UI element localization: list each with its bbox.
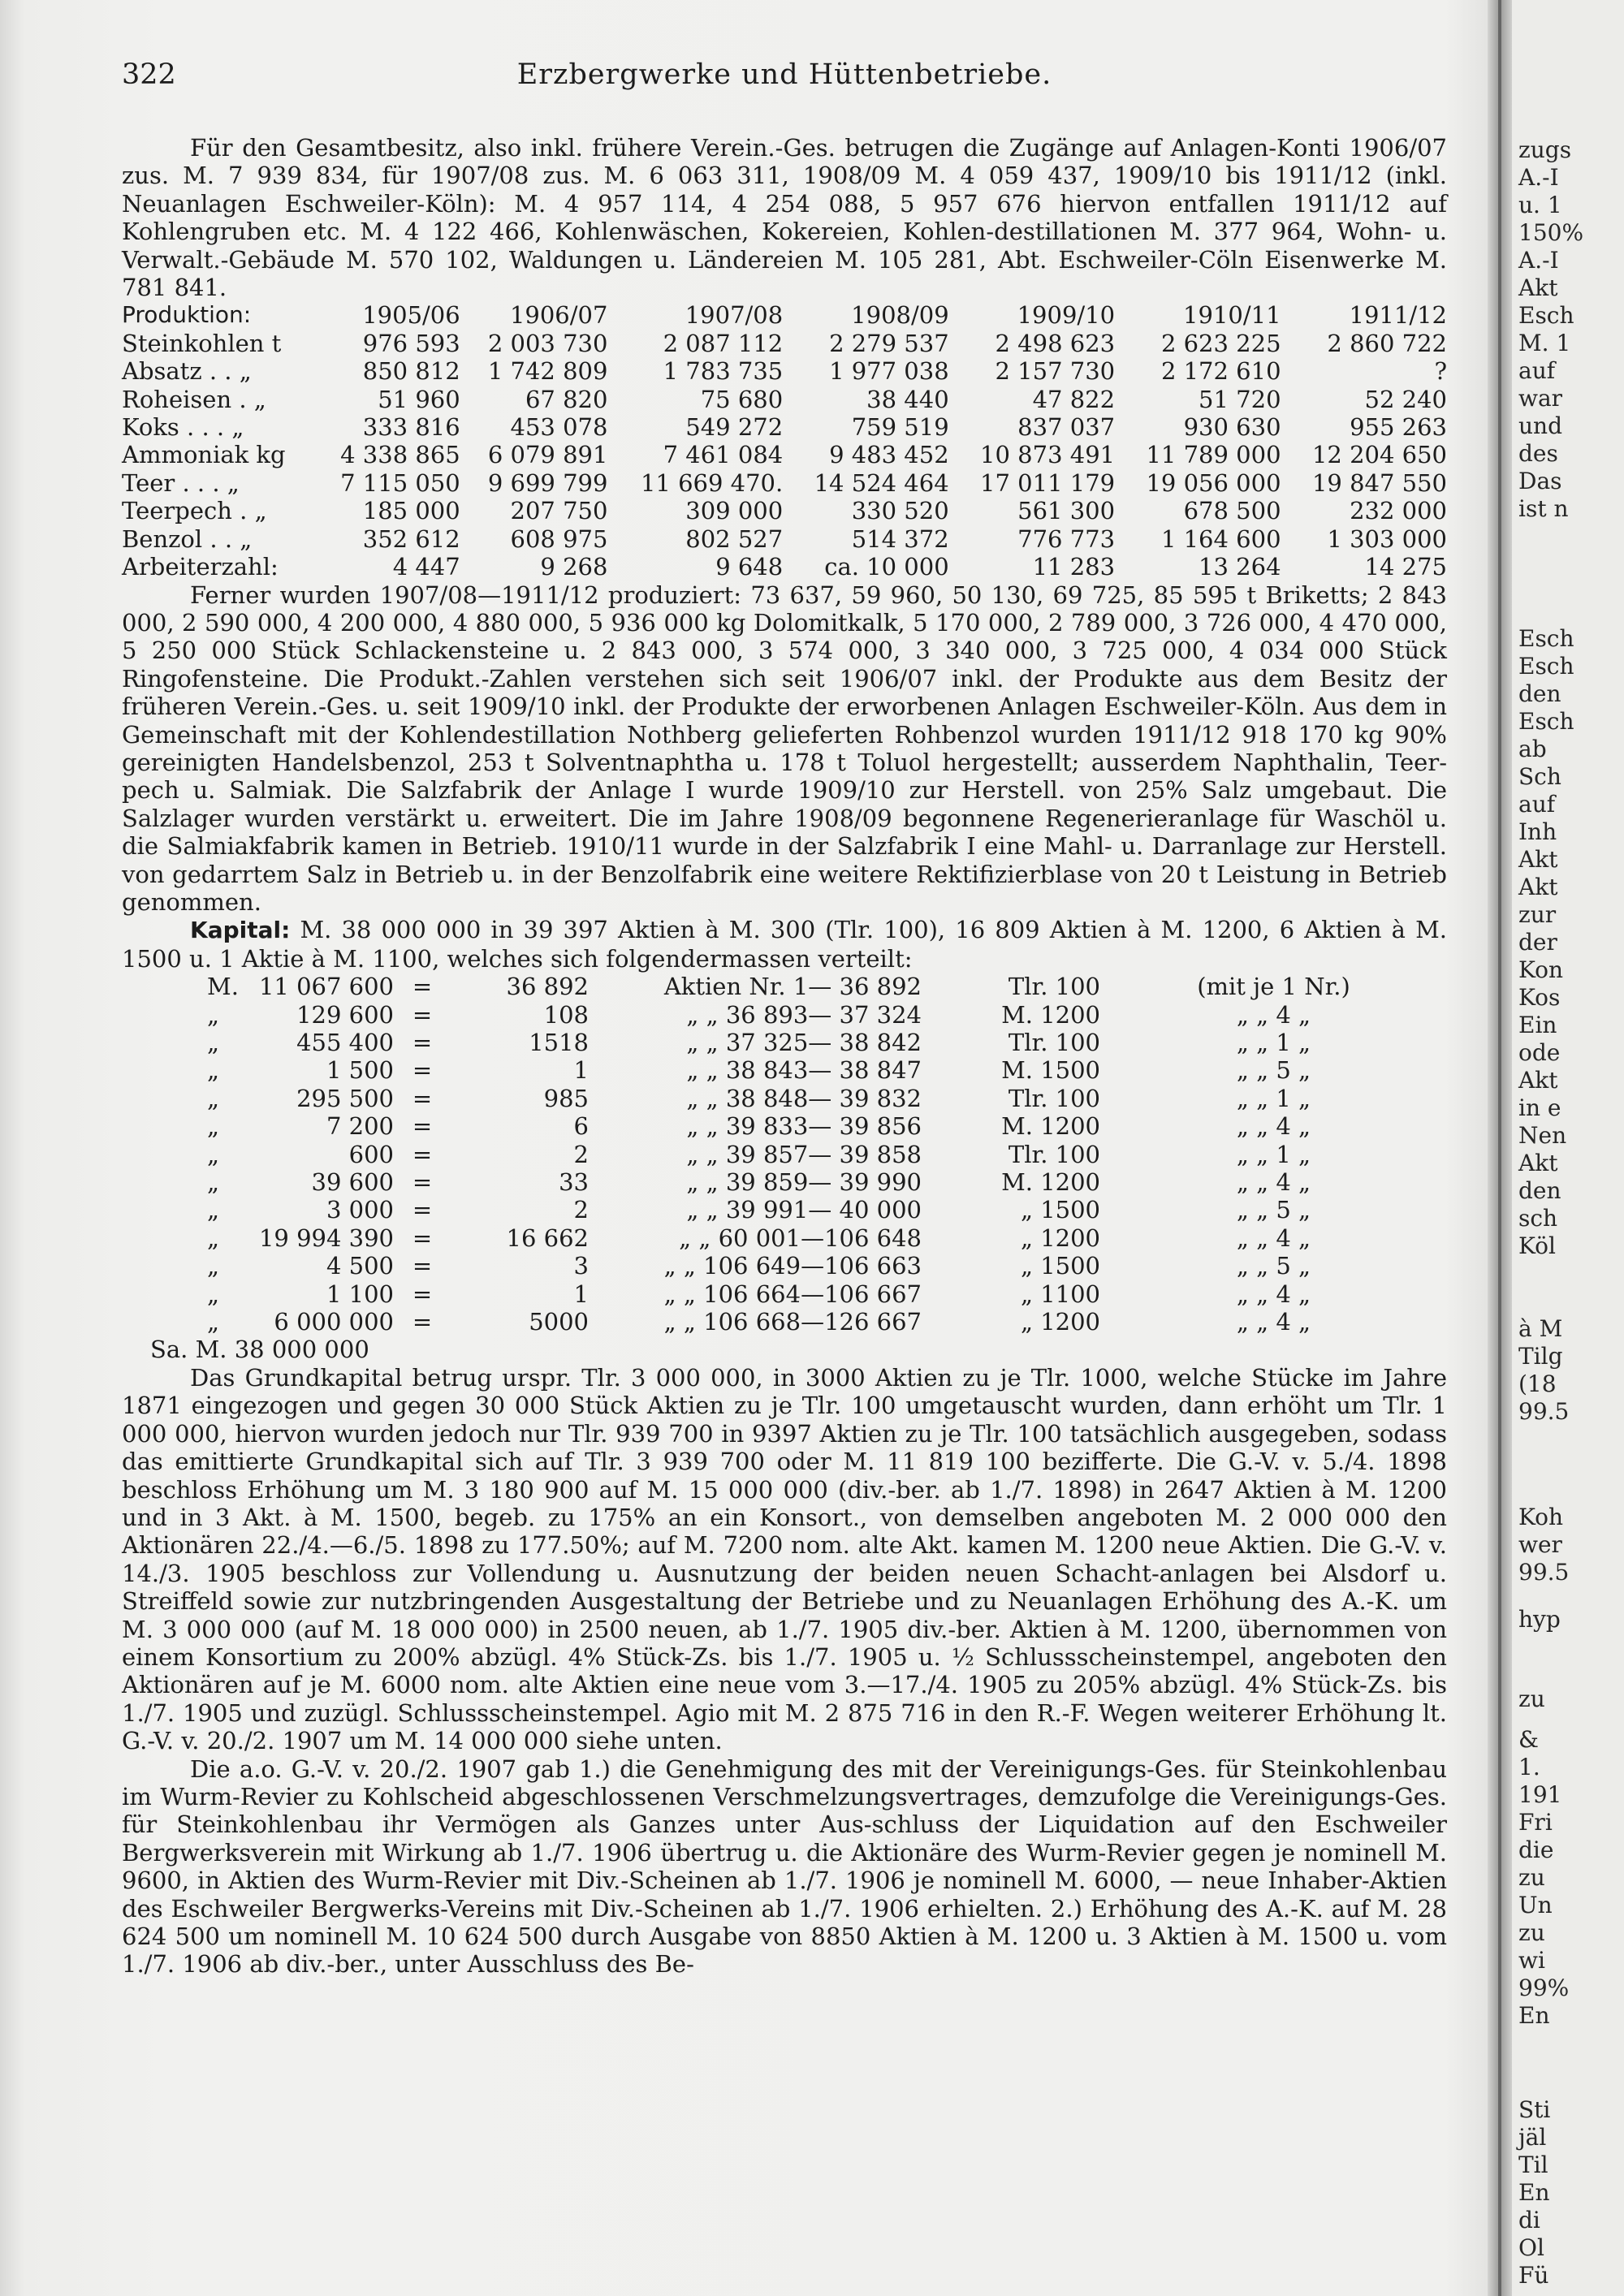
paragraph-merger: Die a.o. G.-V. v. 20./2. 1907 gab 1.) die Genehmigung des mit der Vereinigungs-Ges. für Steinkohlenbau im Wurm-Revier zu Kohlscheid abgeschlossenen Verschmelzungsvertrages, demzufolge die Vereinigungs-Ges. für Steinkohlenbau ihr Vermögen als Ganzes unter Aus-schluss der Liquidation auf den Eschweiler Bergwerksverein mit Wirkung ab 1./7. 1906 übertrug u. die Aktionäre des Wurm-Revier gegen je nominell M. 9600, in Aktien des Wurm-Revier mit Div.-Scheinen ab 1./7. 1906 je nominell M. 6000, — neue Inhaber-Aktien des Eschweiler Bergwerks-Vereins mit Div.-Scheinen ab 1./7. 1906 erhielten. 2.) Erhöhung des A.-K. auf M. 28 624 500 um nominell M. 10 624 500 durch Ausgabe von 8850 Aktien à M. 1200 u. 3 Aktien à M. 1500 u. vom 1./7. 1906 ab div.-ber., unter Ausschluss des Be- xyxy=(122,1754,1447,1979)
production-value: 1 977 038 xyxy=(829,357,949,386)
adjacent-page-fragment: Tilg xyxy=(1518,1343,1563,1370)
capital-denomination: „ 1200 xyxy=(1020,1308,1100,1336)
capital-denomination: „ 1500 xyxy=(1020,1252,1100,1280)
adjacent-page-fragment: die xyxy=(1518,1836,1554,1863)
capital-amount: 39 600 xyxy=(311,1168,394,1197)
capital-denomination: „ 1100 xyxy=(1020,1280,1100,1308)
adjacent-page-fragment: wi xyxy=(1518,1947,1545,1974)
equals-sign: = xyxy=(412,1029,433,1056)
production-row-label: Teerpech . „ xyxy=(122,497,267,525)
production-value: 333 816 xyxy=(362,413,460,442)
adjacent-page-fragment: Nen xyxy=(1518,1122,1567,1149)
capital-share-count: 985 xyxy=(543,1084,589,1112)
year-header: 1909/10 xyxy=(1017,301,1116,330)
equals-sign: = xyxy=(412,1308,433,1336)
year-header: 1905/06 xyxy=(362,301,460,330)
adjacent-page-fragment: à M xyxy=(1518,1315,1563,1342)
capital-number-range: „ „ 60 001—106 648 xyxy=(679,1224,922,1252)
capital-share-count: 1 xyxy=(573,1056,589,1085)
adjacent-page-fragment: Ein xyxy=(1518,1012,1557,1038)
adjacent-page-fragment: Akt xyxy=(1518,1150,1558,1176)
production-heading: Produktion: xyxy=(122,301,252,329)
adjacent-page-fragment: 99.5 xyxy=(1518,1559,1570,1586)
capital-prefix: „ xyxy=(207,1196,220,1224)
adjacent-page-fragment: 191 xyxy=(1518,1781,1562,1808)
capital-share-count: 6 xyxy=(573,1112,589,1141)
adjacent-page-fragment: di xyxy=(1518,2207,1540,2233)
production-value: 12 204 650 xyxy=(1311,441,1447,469)
production-row xyxy=(122,357,1447,385)
production-row xyxy=(122,553,1447,580)
production-row-label: Koks . . . „ xyxy=(122,413,244,442)
adjacent-page-fragment: A.-I xyxy=(1518,164,1559,191)
production-value: 2 623 225 xyxy=(1160,329,1281,357)
capital-row xyxy=(207,1280,1447,1308)
adjacent-page-fragment: zu xyxy=(1518,1685,1545,1712)
production-value: 9 483 452 xyxy=(829,441,949,469)
capital-prefix: „ xyxy=(207,1029,220,1056)
adjacent-page-fragment: ist n xyxy=(1518,495,1569,522)
production-row xyxy=(122,525,1447,553)
production-value: 51 960 xyxy=(378,385,460,413)
capital-row xyxy=(207,1168,1447,1196)
production-value: 759 519 xyxy=(851,413,949,442)
capital-denomination: M. 1200 xyxy=(1001,1168,1100,1197)
production-value: 549 272 xyxy=(685,413,784,442)
adjacent-page-fragment: Til xyxy=(1518,2151,1548,2178)
adjacent-page-fragment: Kos xyxy=(1518,984,1561,1011)
capital-number-range: „ „ 39 857— 39 858 xyxy=(686,1140,922,1168)
capital-number-range: „ „ 39 991— 40 000 xyxy=(686,1196,922,1224)
capital-denomination: M. 1200 xyxy=(1001,1000,1100,1029)
capital-amount: 3 000 xyxy=(326,1196,394,1224)
adjacent-page-fragment: hyp xyxy=(1518,1606,1561,1633)
capital-denomination: M. 1200 xyxy=(1001,1112,1100,1141)
year-header: 1911/12 xyxy=(1349,301,1447,330)
year-header: 1906/07 xyxy=(509,301,608,330)
adjacent-page-fragment: M. 1 xyxy=(1518,330,1571,356)
production-value: 1 303 000 xyxy=(1327,524,1447,553)
production-value: 2 157 730 xyxy=(995,357,1116,386)
adjacent-page-fragment: Esch xyxy=(1518,302,1574,329)
adjacent-page-fragment: Kon xyxy=(1518,956,1564,983)
capital-prefix: M. xyxy=(207,973,239,1001)
production-value: 4 447 xyxy=(392,553,460,581)
production-value: 52 240 xyxy=(1364,385,1447,413)
main-column xyxy=(122,134,1447,1979)
production-value: 1 783 735 xyxy=(663,357,784,386)
adjacent-page-fragment: Akt xyxy=(1518,1067,1558,1094)
production-value: 2 172 610 xyxy=(1160,357,1281,386)
production-value: 2 003 730 xyxy=(487,329,608,357)
capital-denomination: Tlr. 100 xyxy=(1008,1084,1100,1112)
production-value: 955 263 xyxy=(1350,413,1447,442)
production-value: 232 000 xyxy=(1350,497,1447,525)
adjacent-page-fragment: Inh xyxy=(1518,818,1557,845)
adjacent-page-fragment: und xyxy=(1518,412,1562,439)
production-value: 6 079 891 xyxy=(487,441,608,469)
capital-share-count: 1 xyxy=(573,1280,589,1308)
adjacent-page-fragment: Akt xyxy=(1518,846,1558,873)
adjacent-page-fragment: 99.5 xyxy=(1518,1398,1570,1425)
production-value: 185 000 xyxy=(362,497,460,525)
capital-prefix: „ xyxy=(207,1308,220,1336)
equals-sign: = xyxy=(412,1280,433,1308)
production-row xyxy=(122,469,1447,497)
capital-amount: 7 200 xyxy=(326,1112,394,1141)
adjacent-page-fragment: Fü xyxy=(1518,2262,1549,2289)
production-value: 11 283 xyxy=(1032,553,1116,581)
production-value: 802 527 xyxy=(685,524,784,553)
production-value: 51 720 xyxy=(1199,385,1281,413)
capital-share-count: 36 892 xyxy=(506,973,589,1001)
capital-amount: 600 xyxy=(348,1140,394,1168)
adjacent-page-fragment: (18 xyxy=(1518,1370,1557,1397)
production-value: 678 500 xyxy=(1183,497,1281,525)
capital-row xyxy=(207,1029,1447,1056)
production-value: 453 078 xyxy=(510,413,608,442)
capital-table xyxy=(207,973,1447,1336)
capital-denomination: M. 1500 xyxy=(1001,1056,1100,1085)
production-value: 1 164 600 xyxy=(1160,524,1281,553)
production-row xyxy=(122,497,1447,524)
capital-amount: 4 500 xyxy=(326,1252,394,1280)
adjacent-page-fragment: En xyxy=(1518,2002,1550,2029)
capital-per-share: „ „ 5 „ xyxy=(1236,1252,1311,1280)
production-value: ? xyxy=(1434,357,1447,386)
production-value: 1 742 809 xyxy=(487,357,608,386)
production-value: 850 812 xyxy=(362,357,460,386)
capital-number-range: „ „ 37 325— 38 842 xyxy=(686,1029,922,1056)
production-value: 2 860 722 xyxy=(1327,329,1447,357)
capital-per-share: „ „ 1 „ xyxy=(1236,1029,1311,1056)
adjacent-page-fragment: zu xyxy=(1518,1864,1545,1891)
equals-sign: = xyxy=(412,973,433,1001)
capital-total: Sa. M. 38 000 000 xyxy=(150,1336,369,1364)
adjacent-page-fragment: ode xyxy=(1518,1039,1561,1066)
capital-denomination: Tlr. 100 xyxy=(1008,1029,1100,1056)
capital-prefix: „ xyxy=(207,1280,220,1308)
adjacent-page-fragment: den xyxy=(1518,680,1561,707)
adjacent-page-fragment: auf xyxy=(1518,357,1556,384)
production-value: 2 498 623 xyxy=(995,329,1116,357)
paragraph-capital-history: Das Grundkapital betrug urspr. Tlr. 3 000 000, in 3000 Aktien zu je Tlr. 1000, welche Stücke im Jahre 1871 eingezogen und gegen 30 000 Stück Aktien zu je Tlr. 100 umgetauscht wurden, dann erhöht um Tlr. 1 000 000, hiervon wurden jedoch nur Tlr. 939 700 in 9397 Aktien zu je Tlr. 100 tatsächlich ausgegeben, sodass das emittierte Grundkapital sich auf Tlr. 3 939 700 oder M. 11 819 100 bezifferte. Die G.-V. v. 5./4. 1898 beschloss Erhöhung um M. 3 180 900 auf M. 15 000 000 (div.-ber. ab 1./7. 1898) in 2647 Aktien à M. 1200 und in 3 Akt. à M. 1500, begeb. zu 175% an ein Konsort., von demselben angeboten M. 2 000 000 den Aktionären 22./4.—6./5. 1898 zu 177.50%; auf M. 7200 nom. alte Akt. kamen M. 1200 neue Aktien. Die G.-V. v. 14./3. 1905 beschloss zur Vollendung u. Ausnutzung der beiden neuen Schacht-anlagen bei Alsdorf u. Streiffeld sowie zur nutzbringenden Ausgestaltung der Betriebe und zu Neuanlagen Erhöhung des A.-K. um M. 3 000 000 (auf M. 18 000 000) in 2500 neuen, ab 1./7. 1905 div.-ber. Aktien à M. 1200, übernommen von einem Konsortium zu 200% abzügl. 4% Stück-Zs. bis 1./7. 1905 u. ½ Schlussscheinstempel, angeboten den Aktionären auf je M. 6000 nom. alte Aktien eine neue vom 3.—17./4. 1905 zu 205% abzügl. 4% Stück-Zs. bis 1./7. 1905 und zuzügl. Schlussscheinstempel. Agio mit M. 2 875 716 in den R.-F. Wegen weiterer Erhöhung lt. G.-V. v. 20./2. 1907 um M. 14 000 000 siehe unten. xyxy=(122,1363,1447,1755)
equals-sign: = xyxy=(412,1084,433,1112)
production-value: 207 750 xyxy=(510,497,608,525)
capital-row xyxy=(207,1141,1447,1168)
production-body xyxy=(122,330,1447,581)
adjacent-page-fragment: Esch xyxy=(1518,653,1574,680)
adjacent-page-fragment: Fri xyxy=(1518,1809,1553,1836)
equals-sign: = xyxy=(412,1056,433,1085)
equals-sign: = xyxy=(412,1196,433,1224)
capital-per-share: „ „ 4 „ xyxy=(1236,1224,1311,1252)
production-value: 11 789 000 xyxy=(1146,441,1281,469)
capital-share-count: 2 xyxy=(573,1196,589,1224)
equals-sign: = xyxy=(412,1000,433,1029)
production-value: 2 279 537 xyxy=(829,329,949,357)
adjacent-page-fragment: sch xyxy=(1518,1205,1558,1232)
adjacent-page-fragment: wer xyxy=(1518,1531,1562,1558)
capital-row xyxy=(207,1196,1447,1224)
production-value: 776 773 xyxy=(1017,524,1116,553)
capital-number-range: „ „ 106 668—126 667 xyxy=(663,1308,922,1336)
capital-prefix: „ xyxy=(207,1056,220,1085)
production-row-label: Roheisen . „ xyxy=(122,385,266,413)
capital-per-share: „ „ 5 „ xyxy=(1236,1056,1311,1085)
production-value: 67 820 xyxy=(525,385,608,413)
adjacent-page-fragment: auf xyxy=(1518,791,1556,818)
capital-per-share: „ „ 4 „ xyxy=(1236,1000,1311,1029)
year-header: 1910/11 xyxy=(1183,301,1281,330)
adjacent-page-fragment: war xyxy=(1518,385,1563,412)
production-value: 14 275 xyxy=(1364,553,1447,581)
capital-amount: 1 100 xyxy=(326,1280,394,1308)
adjacent-page-strip xyxy=(1512,0,1624,2296)
capital-row xyxy=(207,1308,1447,1336)
capital-prefix: „ xyxy=(207,1112,220,1141)
capital-number-range: „ „ 39 859— 39 990 xyxy=(686,1168,922,1197)
capital-share-count: 3 xyxy=(573,1252,589,1280)
capital-row xyxy=(207,1252,1447,1280)
production-value: 2 087 112 xyxy=(663,329,784,357)
paragraph-investments: Für den Gesamtbesitz, also inkl. frühere Verein.-Ges. betrugen die Zugänge auf Anlagen-Konti 1906/07 zus. M. 7 939 834, für 1907/08 zus. M. 6 063 311, 1908/09 M. 4 059 437, 1909/10 bis 1911/12 (inkl. Neuanlagen Eschweiler-Köln): M. 4 957 114, 4 254 088, 5 957 676 hiervon entfallen 1911/12 auf Kohlengruben etc. M. 4 122 466, Kohlenwäschen, Kokereien, Kohlen-destillationen M. 377 964, Wohn- u. Verwalt.-Gebäude M. 570 102, Waldungen u. Ländereien M. 105 281, Abt. Eschweiler-Cöln Eisenwerke M. 781 841. xyxy=(122,134,1447,302)
capital-per-share: „ „ 1 „ xyxy=(1236,1140,1311,1168)
capital-number-range: „ „ 39 833— 39 856 xyxy=(686,1112,922,1141)
adjacent-page-fragment: 150% xyxy=(1518,219,1584,246)
production-row-label: Arbeiterzahl: xyxy=(122,553,279,581)
production-row xyxy=(122,441,1447,468)
capital-per-share: „ „ 5 „ xyxy=(1236,1196,1311,1224)
equals-sign: = xyxy=(412,1252,433,1280)
running-title: Erzbergwerke und Hüttenbetriebe. xyxy=(516,58,1052,91)
adjacent-page-fragment: & xyxy=(1518,1726,1539,1753)
production-value: 75 680 xyxy=(700,385,784,413)
capital-label: Kapital: xyxy=(190,917,291,944)
paragraph-production-notes: Ferner wurden 1907/08—1911/12 produziert: 73 637, 59 960, 50 130, 69 725, 85 595 t Briketts; 2 843 000, 2 590 000, 4 200 000, 4 880 000, 5 936 000 kg Dolomitkalk, 5 170 000, 2 789 000, 3 726 000, 4 470 000, 5 250 000 Stück Schlackensteine u. 2 843 000, 3 574 000, 3 340 000, 3 725 000, 4 034 000 Stück Ringofensteine. Die Produkt.-Zahlen verstehen sich seit 1906/07 inkl. der Produkte aus dem Besitz der früheren Verein.-Ges. u. seit 1909/10 inkl. der Produkte der erworbenen Anlagen Eschweiler-Köln. Aus dem in Gemeinschaft mit der Kohlendestillation Nothberg gelieferten Rohbenzol wurden 1911/12 918 170 kg 90% gereinigten Handelsbenzol, 253 t Solventnaphtha u. 178 t Toluol hergestellt; ausserdem Naphthalin, Teer-pech u. Salmiak. Die Salzfabrik der Anlage I wurde 1909/10 zur Herstell. von 25% Salz umgebaut. Die Salzlager wurden verstärkt u. erweitert. Die im Jahre 1908/09 begonnene Regenerieranlage für Waschöl u. die Salmiakfabrik kamen in Betrieb. 1910/11 wurde in der Salzfabrik I eine Mahl- u. Darranlage zur Herstell. von gedarrtem Salz in Betrieb u. in der Benzolfabrik eine weitere Rektifizierblase von 20 t Leistung in Betrieb genommen. xyxy=(122,580,1447,916)
adjacent-page-fragment: ab xyxy=(1518,736,1547,762)
adjacent-page-fragment: zugs xyxy=(1518,136,1572,163)
adjacent-page-fragment: Akt xyxy=(1518,874,1558,900)
production-value: 9 268 xyxy=(540,553,608,581)
capital-amount: 129 600 xyxy=(296,1000,394,1029)
production-value: 561 300 xyxy=(1017,497,1116,525)
year-header: 1907/08 xyxy=(685,301,784,330)
page-number: 322 xyxy=(122,58,176,91)
capital-share-count: 2 xyxy=(573,1140,589,1168)
capital-row xyxy=(207,1056,1447,1084)
capital-share-count: 5000 xyxy=(529,1308,589,1336)
adjacent-page-fragment: 1. xyxy=(1518,1754,1540,1780)
capital-prefix: „ xyxy=(207,1140,220,1168)
production-value: 47 822 xyxy=(1032,385,1116,413)
adjacent-page-fragment: Esch xyxy=(1518,708,1574,735)
production-value: 352 612 xyxy=(362,524,460,553)
capital-share-count: 33 xyxy=(559,1168,589,1197)
capital-number-range: „ „ 36 893— 37 324 xyxy=(686,1000,922,1029)
production-row xyxy=(122,330,1447,357)
equals-sign: = xyxy=(412,1140,433,1168)
capital-amount: 455 400 xyxy=(296,1029,394,1056)
production-row-label: Steinkohlen t xyxy=(122,329,282,357)
capital-prefix: „ xyxy=(207,1000,220,1029)
adjacent-page-fragment: Esch xyxy=(1518,625,1574,652)
production-row-label: Absatz . . „ xyxy=(122,357,252,386)
capital-number-range: „ „ 38 848— 39 832 xyxy=(686,1084,922,1112)
adjacent-page-fragment: u. 1 xyxy=(1518,192,1562,218)
capital-denomination: Tlr. 100 xyxy=(1008,973,1100,1001)
capital-amount: 11 067 600 xyxy=(258,973,394,1001)
capital-amount: 295 500 xyxy=(296,1084,394,1112)
capital-number-range: „ „ 38 843— 38 847 xyxy=(686,1056,922,1085)
capital-per-share: „ „ 4 „ xyxy=(1236,1112,1311,1141)
adjacent-page-fragment: zur xyxy=(1518,901,1557,928)
production-value: 7 461 084 xyxy=(663,441,784,469)
production-value: 13 264 xyxy=(1199,553,1281,581)
paragraph-capital-intro xyxy=(122,916,1447,973)
adjacent-page-fragment: 99% xyxy=(1518,1974,1570,2001)
production-value: ca. 10 000 xyxy=(824,553,949,581)
production-value: 9 648 xyxy=(715,553,784,581)
production-row-label: Teer . . . „ xyxy=(122,468,240,497)
production-value: 837 037 xyxy=(1017,413,1116,442)
adjacent-page-fragment: in e xyxy=(1518,1094,1561,1121)
adjacent-page-fragment: zu xyxy=(1518,1919,1545,1946)
production-row-label: Ammoniak kg xyxy=(122,441,286,469)
production-row xyxy=(122,386,1447,413)
production-header-row xyxy=(122,301,1447,329)
capital-number-range: „ „ 106 664—106 667 xyxy=(663,1280,922,1308)
adjacent-page-fragment: jäl xyxy=(1518,2124,1547,2151)
capital-per-share: „ „ 1 „ xyxy=(1236,1084,1311,1112)
page-header xyxy=(122,58,1447,94)
adjacent-page-fragment: Ol xyxy=(1518,2234,1544,2261)
gutter-line xyxy=(1498,0,1501,2296)
production-value: 514 372 xyxy=(851,524,949,553)
capital-row xyxy=(207,1085,1447,1112)
production-value: 17 011 179 xyxy=(980,468,1116,497)
capital-share-count: 108 xyxy=(543,1000,589,1029)
equals-sign: = xyxy=(412,1224,433,1252)
adjacent-page-fragment: Sti xyxy=(1518,2096,1551,2123)
adjacent-page-fragment: den xyxy=(1518,1177,1561,1204)
production-value: 38 440 xyxy=(866,385,949,413)
production-value: 11 669 470. xyxy=(640,468,784,497)
capital-per-share: (mit je 1 Nr.) xyxy=(1197,973,1350,1001)
production-value: 10 873 491 xyxy=(980,441,1116,469)
production-table xyxy=(122,301,1447,580)
adjacent-page-fragment: Sch xyxy=(1518,763,1561,790)
capital-share-count: 16 662 xyxy=(506,1224,589,1252)
capital-denomination: Tlr. 100 xyxy=(1008,1140,1100,1168)
adjacent-page-fragment: des xyxy=(1518,440,1558,467)
adjacent-page-fragment: der xyxy=(1518,929,1557,956)
capital-number-range: Aktien Nr. 1— 36 892 xyxy=(663,973,922,1001)
capital-row xyxy=(207,1112,1447,1140)
production-value: 19 056 000 xyxy=(1146,468,1281,497)
capital-per-share: „ „ 4 „ xyxy=(1236,1308,1311,1336)
production-value: 608 975 xyxy=(510,524,608,553)
production-value: 930 630 xyxy=(1183,413,1281,442)
adjacent-page-fragment: Un xyxy=(1518,1892,1553,1918)
production-value: 309 000 xyxy=(685,497,784,525)
capital-prefix: „ xyxy=(207,1224,220,1252)
production-row-label: Benzol . . „ xyxy=(122,524,253,553)
capital-per-share: „ „ 4 „ xyxy=(1236,1168,1311,1197)
production-value: 19 847 550 xyxy=(1311,468,1447,497)
production-value: 4 338 865 xyxy=(340,441,460,469)
capital-number-range: „ „ 106 649—106 663 xyxy=(663,1252,922,1280)
capital-denomination: „ 1200 xyxy=(1020,1224,1100,1252)
capital-intro-text: M. 38 000 000 in 39 397 Aktien à M. 300 (Tlr. 100), 16 809 Aktien à M. 1200, 6 Aktien à M. 1500 u. 1 Aktie à M. 1100, welches sich folgendermassen verteilt: xyxy=(122,916,1447,973)
production-row xyxy=(122,413,1447,441)
capital-prefix: „ xyxy=(207,1084,220,1112)
production-value: 330 520 xyxy=(851,497,949,525)
adjacent-page-fragment: A.-I xyxy=(1518,247,1559,274)
production-value: 14 524 464 xyxy=(814,468,949,497)
equals-sign: = xyxy=(412,1168,433,1197)
capital-share-count: 1518 xyxy=(529,1029,589,1056)
capital-body xyxy=(207,973,1447,1336)
production-value: 976 593 xyxy=(362,329,460,357)
capital-prefix: „ xyxy=(207,1252,220,1280)
adjacent-page-fragment: Köl xyxy=(1518,1232,1556,1259)
year-header: 1908/09 xyxy=(851,301,949,330)
capital-row xyxy=(207,1001,1447,1029)
adjacent-page-fragment: Akt xyxy=(1518,274,1558,301)
adjacent-page-fragment: En xyxy=(1518,2179,1550,2206)
capital-per-share: „ „ 4 „ xyxy=(1236,1280,1311,1308)
capital-denomination: „ 1500 xyxy=(1020,1196,1100,1224)
capital-prefix: „ xyxy=(207,1168,220,1197)
capital-amount: 19 994 390 xyxy=(258,1224,394,1252)
production-value: 9 699 799 xyxy=(487,468,608,497)
capital-row xyxy=(207,1224,1447,1252)
adjacent-page-fragment: Koh xyxy=(1518,1504,1564,1530)
adjacent-page-fragment: Das xyxy=(1518,468,1562,494)
capital-row xyxy=(207,973,1447,1000)
production-value: 7 115 050 xyxy=(340,468,460,497)
equals-sign: = xyxy=(412,1112,433,1141)
capital-amount: 6 000 000 xyxy=(274,1308,394,1336)
capital-amount: 1 500 xyxy=(326,1056,394,1085)
